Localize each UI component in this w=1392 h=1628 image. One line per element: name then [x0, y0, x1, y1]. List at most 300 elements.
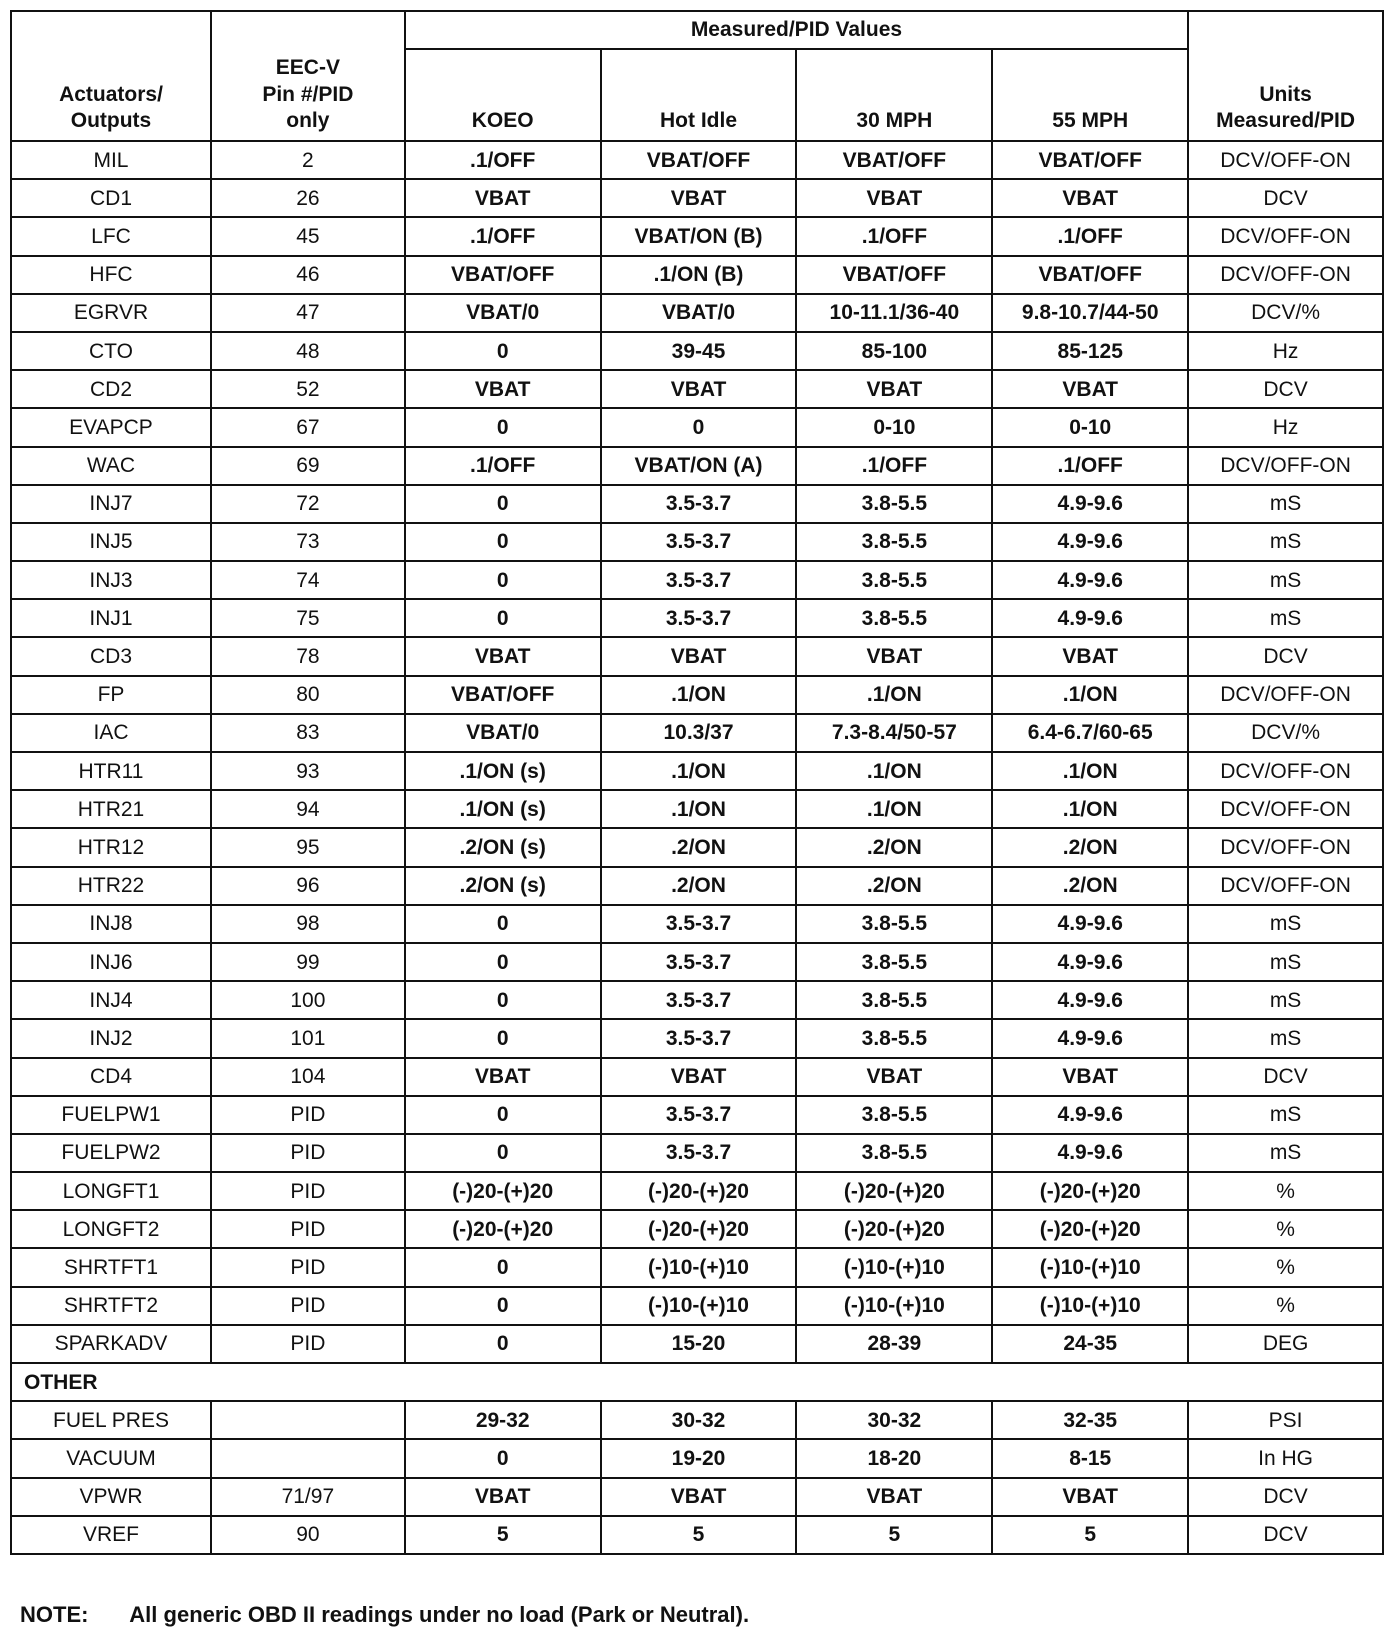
col-header-actuator: Actuators/ Outputs [11, 11, 211, 141]
cell-pin: PID [211, 1248, 405, 1286]
cell-hot-idle: 3.5-3.7 [601, 485, 797, 523]
cell-units: % [1188, 1248, 1383, 1286]
table-row [11, 599, 1383, 637]
cell-30mph: (-)20-(+)20 [796, 1172, 992, 1210]
table-row [11, 1478, 1383, 1516]
cell-koeo: .1/ON (s) [405, 790, 601, 828]
table-row [11, 1287, 1383, 1325]
cell-koeo: VBAT [405, 1478, 601, 1516]
cell-hot-idle: VBAT [601, 637, 797, 675]
cell-koeo: VBAT/0 [405, 294, 601, 332]
cell-output-name: LONGFT2 [11, 1210, 211, 1248]
cell-output-name: INJ3 [11, 561, 211, 599]
cell-pin: 69 [211, 447, 405, 485]
cell-output-name: INJ7 [11, 485, 211, 523]
cell-koeo: .2/ON (s) [405, 867, 601, 905]
cell-30mph: 7.3-8.4/50-57 [796, 714, 992, 752]
cell-55mph: (-)10-(+)10 [992, 1248, 1188, 1286]
cell-koeo: VBAT/OFF [405, 676, 601, 714]
cell-55mph: .1/OFF [992, 217, 1188, 255]
cell-koeo: .1/OFF [405, 217, 601, 255]
cell-pin: PID [211, 1172, 405, 1210]
cell-30mph: .1/ON [796, 790, 992, 828]
cell-hot-idle: 30-32 [601, 1401, 797, 1439]
cell-30mph: 3.8-5.5 [796, 1134, 992, 1172]
cell-output-name: INJ1 [11, 599, 211, 637]
cell-output-name: CD2 [11, 370, 211, 408]
cell-hot-idle: 3.5-3.7 [601, 1096, 797, 1134]
cell-units: DCV [1188, 1516, 1383, 1554]
table-row [11, 1439, 1383, 1477]
cell-55mph: 4.9-9.6 [992, 561, 1188, 599]
cell-koeo: 0 [405, 905, 601, 943]
cell-koeo: 0 [405, 1096, 601, 1134]
pid-values-table [10, 10, 1384, 1555]
cell-koeo: VBAT/0 [405, 714, 601, 752]
cell-units: mS [1188, 561, 1383, 599]
cell-pin: 93 [211, 752, 405, 790]
cell-55mph: (-)10-(+)10 [992, 1287, 1188, 1325]
table-row [11, 790, 1383, 828]
cell-hot-idle: 3.5-3.7 [601, 561, 797, 599]
table-row [11, 981, 1383, 1019]
cell-30mph: .1/ON [796, 676, 992, 714]
cell-koeo: 0 [405, 599, 601, 637]
cell-output-name: EVAPCP [11, 408, 211, 446]
cell-pin: PID [211, 1210, 405, 1248]
cell-30mph: 3.8-5.5 [796, 905, 992, 943]
cell-koeo: .1/OFF [405, 141, 601, 179]
cell-55mph: VBAT [992, 1058, 1188, 1096]
cell-koeo: .1/OFF [405, 447, 601, 485]
table-row [11, 1134, 1383, 1172]
cell-output-name: FUELPW1 [11, 1096, 211, 1134]
cell-koeo: 0 [405, 943, 601, 981]
col-header-55mph: 55 MPH [992, 49, 1188, 141]
cell-pin: 80 [211, 676, 405, 714]
col-group-measured: Measured/PID Values [405, 11, 1188, 49]
cell-hot-idle: (-)20-(+)20 [601, 1210, 797, 1248]
cell-30mph: VBAT [796, 1478, 992, 1516]
cell-55mph: .1/ON [992, 790, 1188, 828]
cell-units: Hz [1188, 408, 1383, 446]
cell-55mph: 4.9-9.6 [992, 905, 1188, 943]
cell-30mph: 3.8-5.5 [796, 523, 992, 561]
cell-output-name: LONGFT1 [11, 1172, 211, 1210]
cell-output-name: FUELPW2 [11, 1134, 211, 1172]
cell-koeo: 0 [405, 1325, 601, 1363]
pid-reference-sheet [10, 10, 1384, 1627]
cell-hot-idle: 3.5-3.7 [601, 1019, 797, 1057]
cell-55mph: .1/OFF [992, 447, 1188, 485]
cell-hot-idle: VBAT/ON (B) [601, 217, 797, 255]
cell-pin: 47 [211, 294, 405, 332]
cell-units: mS [1188, 905, 1383, 943]
cell-pin: 26 [211, 179, 405, 217]
table-row [11, 1516, 1383, 1554]
table-row [11, 637, 1383, 675]
cell-55mph: .1/ON [992, 676, 1188, 714]
cell-units: DCV [1188, 1478, 1383, 1516]
cell-55mph: VBAT [992, 637, 1188, 675]
cell-30mph: VBAT [796, 179, 992, 217]
cell-pin: 45 [211, 217, 405, 255]
table-row [11, 714, 1383, 752]
cell-30mph: VBAT [796, 370, 992, 408]
cell-pin: 46 [211, 256, 405, 294]
cell-hot-idle: .2/ON [601, 867, 797, 905]
cell-koeo: 0 [405, 1134, 601, 1172]
cell-30mph: 3.8-5.5 [796, 485, 992, 523]
cell-output-name: HFC [11, 256, 211, 294]
cell-output-name: VACUUM [11, 1439, 211, 1477]
table-row [11, 408, 1383, 446]
cell-koeo: 0 [405, 1019, 601, 1057]
cell-output-name: IAC [11, 714, 211, 752]
cell-koeo: VBAT/OFF [405, 256, 601, 294]
cell-55mph: 4.9-9.6 [992, 981, 1188, 1019]
cell-hot-idle: 3.5-3.7 [601, 981, 797, 1019]
cell-55mph: 4.9-9.6 [992, 1096, 1188, 1134]
cell-pin: 99 [211, 943, 405, 981]
cell-pin: 83 [211, 714, 405, 752]
cell-55mph: 4.9-9.6 [992, 599, 1188, 637]
cell-hot-idle: VBAT [601, 179, 797, 217]
cell-units: DCV/OFF-ON [1188, 790, 1383, 828]
cell-hot-idle: VBAT [601, 1478, 797, 1516]
cell-koeo: VBAT [405, 179, 601, 217]
table-row [11, 447, 1383, 485]
cell-output-name: SHRTFT1 [11, 1248, 211, 1286]
cell-units: mS [1188, 485, 1383, 523]
cell-units: % [1188, 1287, 1383, 1325]
cell-koeo: (-)20-(+)20 [405, 1210, 601, 1248]
cell-hot-idle: 3.5-3.7 [601, 523, 797, 561]
cell-55mph: 4.9-9.6 [992, 1019, 1188, 1057]
cell-hot-idle: 19-20 [601, 1439, 797, 1477]
cell-output-name: HTR12 [11, 828, 211, 866]
cell-pin: PID [211, 1325, 405, 1363]
cell-units: Hz [1188, 332, 1383, 370]
cell-30mph: 85-100 [796, 332, 992, 370]
cell-hot-idle: .1/ON (B) [601, 256, 797, 294]
cell-pin: 94 [211, 790, 405, 828]
cell-output-name: VREF [11, 1516, 211, 1554]
cell-hot-idle: 3.5-3.7 [601, 905, 797, 943]
cell-55mph: (-)20-(+)20 [992, 1210, 1188, 1248]
cell-koeo: VBAT [405, 637, 601, 675]
cell-pin: 96 [211, 867, 405, 905]
table-row [11, 905, 1383, 943]
cell-pin: 73 [211, 523, 405, 561]
table-row [11, 523, 1383, 561]
cell-30mph: 3.8-5.5 [796, 561, 992, 599]
cell-units: % [1188, 1172, 1383, 1210]
cell-hot-idle: 3.5-3.7 [601, 599, 797, 637]
cell-hot-idle: 0 [601, 408, 797, 446]
col-header-30mph: 30 MPH [796, 49, 992, 141]
cell-55mph: 5 [992, 1516, 1188, 1554]
table-row [11, 217, 1383, 255]
cell-units: DCV [1188, 370, 1383, 408]
cell-hot-idle: 3.5-3.7 [601, 1134, 797, 1172]
col-header-pin: EEC-V Pin #/PID only [211, 11, 405, 141]
cell-koeo: 5 [405, 1516, 601, 1554]
cell-output-name: SHRTFT2 [11, 1287, 211, 1325]
cell-koeo: VBAT [405, 370, 601, 408]
cell-55mph: VBAT [992, 179, 1188, 217]
cell-pin: 98 [211, 905, 405, 943]
cell-koeo: 0 [405, 485, 601, 523]
cell-hot-idle: 3.5-3.7 [601, 943, 797, 981]
table-row [11, 867, 1383, 905]
cell-pin: PID [211, 1134, 405, 1172]
cell-koeo: VBAT [405, 1058, 601, 1096]
cell-output-name: HTR21 [11, 790, 211, 828]
cell-units: DCV/OFF-ON [1188, 867, 1383, 905]
cell-hot-idle: VBAT/ON (A) [601, 447, 797, 485]
cell-30mph: VBAT/OFF [796, 256, 992, 294]
cell-30mph: 18-20 [796, 1439, 992, 1477]
cell-hot-idle: VBAT [601, 370, 797, 408]
cell-output-name: HTR11 [11, 752, 211, 790]
cell-30mph: .2/ON [796, 828, 992, 866]
cell-units: mS [1188, 943, 1383, 981]
cell-units: % [1188, 1210, 1383, 1248]
cell-30mph: .1/OFF [796, 447, 992, 485]
cell-hot-idle: .1/ON [601, 752, 797, 790]
cell-55mph: 85-125 [992, 332, 1188, 370]
cell-output-name: EGRVR [11, 294, 211, 332]
table-row [11, 752, 1383, 790]
cell-hot-idle: (-)10-(+)10 [601, 1287, 797, 1325]
cell-30mph: 10-11.1/36-40 [796, 294, 992, 332]
cell-units: PSI [1188, 1401, 1383, 1439]
cell-output-name: INJ8 [11, 905, 211, 943]
table-row [11, 370, 1383, 408]
col-header-koeo: KOEO [405, 49, 601, 141]
cell-55mph: VBAT [992, 1478, 1188, 1516]
cell-30mph: (-)10-(+)10 [796, 1248, 992, 1286]
cell-koeo: 0 [405, 1439, 601, 1477]
cell-55mph: 4.9-9.6 [992, 485, 1188, 523]
table-row [11, 828, 1383, 866]
cell-55mph: .1/ON [992, 752, 1188, 790]
cell-output-name: CTO [11, 332, 211, 370]
cell-hot-idle: 10.3/37 [601, 714, 797, 752]
cell-units: DEG [1188, 1325, 1383, 1363]
cell-pin [211, 1439, 405, 1477]
cell-units: mS [1188, 523, 1383, 561]
cell-55mph: 9.8-10.7/44-50 [992, 294, 1188, 332]
cell-pin: 101 [211, 1019, 405, 1057]
cell-hot-idle: VBAT [601, 1058, 797, 1096]
cell-55mph: 4.9-9.6 [992, 523, 1188, 561]
cell-units: mS [1188, 1019, 1383, 1057]
cell-hot-idle: .2/ON [601, 828, 797, 866]
cell-pin: 52 [211, 370, 405, 408]
cell-30mph: VBAT [796, 637, 992, 675]
cell-hot-idle: .1/ON [601, 676, 797, 714]
cell-30mph: 3.8-5.5 [796, 981, 992, 1019]
cell-koeo: 0 [405, 561, 601, 599]
cell-pin [211, 1401, 405, 1439]
note-label: NOTE: [20, 1602, 89, 1627]
cell-koeo: .1/ON (s) [405, 752, 601, 790]
cell-30mph: 28-39 [796, 1325, 992, 1363]
cell-55mph: 6.4-6.7/60-65 [992, 714, 1188, 752]
cell-55mph: (-)20-(+)20 [992, 1172, 1188, 1210]
cell-30mph: .2/ON [796, 867, 992, 905]
table-row [11, 294, 1383, 332]
cell-55mph: 4.9-9.6 [992, 1134, 1188, 1172]
section-row-other [11, 1363, 1383, 1401]
table-row [11, 561, 1383, 599]
cell-pin: 104 [211, 1058, 405, 1096]
table-row [11, 332, 1383, 370]
cell-koeo: 29-32 [405, 1401, 601, 1439]
cell-hot-idle: .1/ON [601, 790, 797, 828]
cell-units: DCV/OFF-ON [1188, 141, 1383, 179]
cell-30mph: 3.8-5.5 [796, 1096, 992, 1134]
table-row [11, 1058, 1383, 1096]
table-row [11, 256, 1383, 294]
cell-hot-idle: 5 [601, 1516, 797, 1554]
cell-output-name: INJ4 [11, 981, 211, 1019]
cell-koeo: 0 [405, 332, 601, 370]
cell-55mph: VBAT [992, 370, 1188, 408]
cell-hot-idle: 15-20 [601, 1325, 797, 1363]
cell-30mph: VBAT/OFF [796, 141, 992, 179]
cell-30mph: (-)20-(+)20 [796, 1210, 992, 1248]
cell-output-name: HTR22 [11, 867, 211, 905]
cell-output-name: MIL [11, 141, 211, 179]
cell-55mph: 32-35 [992, 1401, 1188, 1439]
cell-55mph: 0-10 [992, 408, 1188, 446]
cell-pin: 71/97 [211, 1478, 405, 1516]
cell-55mph: VBAT/OFF [992, 256, 1188, 294]
cell-units: DCV/OFF-ON [1188, 217, 1383, 255]
cell-pin: 67 [211, 408, 405, 446]
cell-units: DCV/OFF-ON [1188, 752, 1383, 790]
cell-units: DCV/OFF-ON [1188, 676, 1383, 714]
cell-pin: 100 [211, 981, 405, 1019]
cell-output-name: VPWR [11, 1478, 211, 1516]
table-row [11, 1172, 1383, 1210]
table-row [11, 1019, 1383, 1057]
cell-55mph: .2/ON [992, 867, 1188, 905]
cell-units: DCV/OFF-ON [1188, 256, 1383, 294]
table-row [11, 1210, 1383, 1248]
cell-hot-idle: VBAT/0 [601, 294, 797, 332]
cell-output-name: LFC [11, 217, 211, 255]
cell-koeo: 0 [405, 523, 601, 561]
cell-units: mS [1188, 1134, 1383, 1172]
cell-units: In HG [1188, 1439, 1383, 1477]
cell-output-name: FP [11, 676, 211, 714]
cell-pin: 74 [211, 561, 405, 599]
cell-output-name: INJ5 [11, 523, 211, 561]
cell-30mph: 30-32 [796, 1401, 992, 1439]
section-label: OTHER [11, 1363, 1383, 1401]
cell-pin: 2 [211, 141, 405, 179]
cell-hot-idle: (-)10-(+)10 [601, 1248, 797, 1286]
footnote [20, 1602, 749, 1628]
cell-units: DCV [1188, 179, 1383, 217]
note-text: All generic OBD II readings under no load (Park or Neutral). [129, 1602, 750, 1627]
table-row [11, 485, 1383, 523]
cell-output-name: INJ2 [11, 1019, 211, 1057]
cell-koeo: (-)20-(+)20 [405, 1172, 601, 1210]
cell-koeo: 0 [405, 981, 601, 1019]
cell-koeo: 0 [405, 1287, 601, 1325]
cell-55mph: 24-35 [992, 1325, 1188, 1363]
cell-output-name: SPARKADV [11, 1325, 211, 1363]
cell-30mph: 3.8-5.5 [796, 599, 992, 637]
cell-55mph: .2/ON [992, 828, 1188, 866]
cell-pin: 95 [211, 828, 405, 866]
table-row [11, 1248, 1383, 1286]
cell-units: mS [1188, 1096, 1383, 1134]
cell-output-name: CD3 [11, 637, 211, 675]
table-body [11, 141, 1383, 1554]
table-row [11, 676, 1383, 714]
cell-output-name: FUEL PRES [11, 1401, 211, 1439]
cell-pin: 75 [211, 599, 405, 637]
cell-hot-idle: (-)20-(+)20 [601, 1172, 797, 1210]
cell-pin: 72 [211, 485, 405, 523]
table-row [11, 1325, 1383, 1363]
cell-hot-idle: 39-45 [601, 332, 797, 370]
cell-30mph: .1/OFF [796, 217, 992, 255]
cell-30mph: 3.8-5.5 [796, 1019, 992, 1057]
cell-units: mS [1188, 981, 1383, 1019]
cell-output-name: CD4 [11, 1058, 211, 1096]
cell-pin: 78 [211, 637, 405, 675]
cell-30mph: 0-10 [796, 408, 992, 446]
cell-30mph: VBAT [796, 1058, 992, 1096]
cell-units: DCV/% [1188, 714, 1383, 752]
cell-units: mS [1188, 599, 1383, 637]
cell-30mph: 3.8-5.5 [796, 943, 992, 981]
col-header-units: Units Measured/PID [1188, 11, 1383, 141]
cell-units: DCV/OFF-ON [1188, 828, 1383, 866]
table-row [11, 943, 1383, 981]
table-row [11, 1401, 1383, 1439]
cell-pin: PID [211, 1287, 405, 1325]
cell-30mph: (-)10-(+)10 [796, 1287, 992, 1325]
cell-55mph: 4.9-9.6 [992, 943, 1188, 981]
cell-units: DCV [1188, 1058, 1383, 1096]
cell-output-name: CD1 [11, 179, 211, 217]
cell-30mph: .1/ON [796, 752, 992, 790]
cell-pin: 48 [211, 332, 405, 370]
col-header-hot-idle: Hot Idle [601, 49, 797, 141]
cell-pin: 90 [211, 1516, 405, 1554]
cell-30mph: 5 [796, 1516, 992, 1554]
cell-55mph: 8-15 [992, 1439, 1188, 1477]
cell-koeo: 0 [405, 1248, 601, 1286]
cell-hot-idle: VBAT/OFF [601, 141, 797, 179]
cell-55mph: VBAT/OFF [992, 141, 1188, 179]
cell-koeo: .2/ON (s) [405, 828, 601, 866]
table-row [11, 179, 1383, 217]
cell-output-name: INJ6 [11, 943, 211, 981]
cell-units: DCV/OFF-ON [1188, 447, 1383, 485]
cell-units: DCV/% [1188, 294, 1383, 332]
cell-pin: PID [211, 1096, 405, 1134]
table-row [11, 1096, 1383, 1134]
